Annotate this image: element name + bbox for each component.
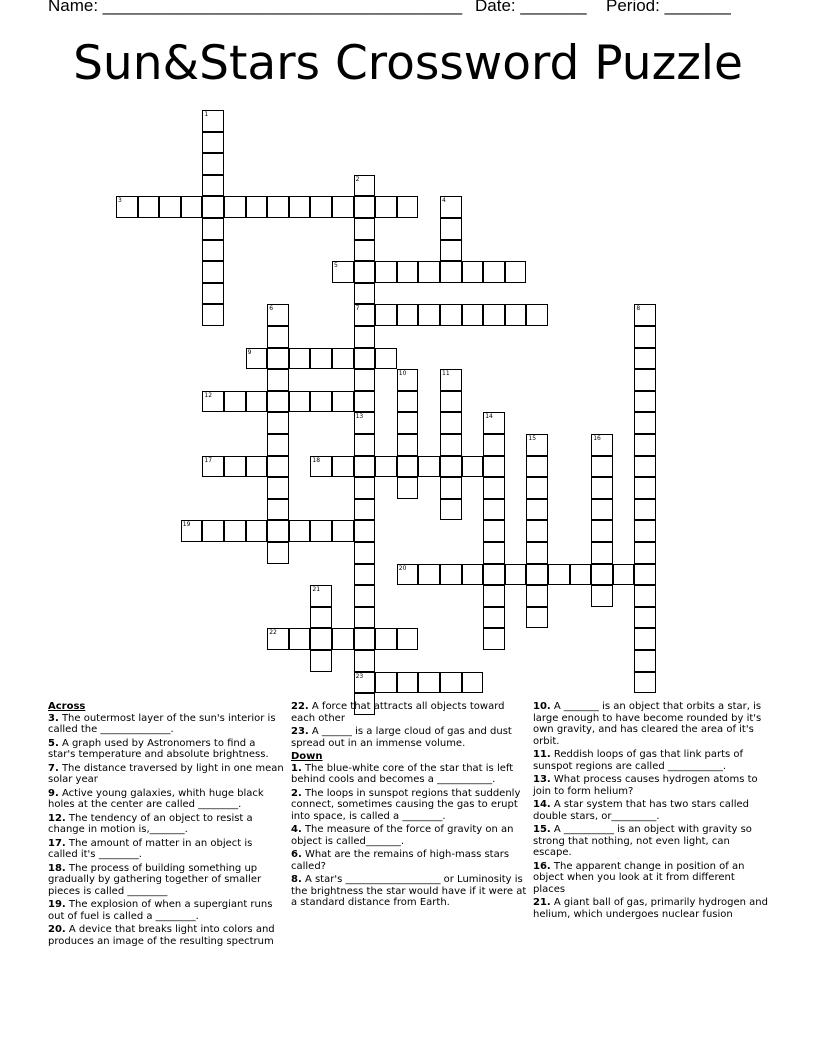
grid-cell[interactable] <box>634 326 656 348</box>
grid-cell[interactable] <box>310 348 332 370</box>
grid-cell[interactable] <box>202 520 224 542</box>
grid-cell[interactable] <box>138 196 160 218</box>
grid-cell[interactable] <box>440 456 462 478</box>
clue-item-text: A giant ball of gas, primarily hydrogen and helium, which undergoes nuclear fusion <box>533 897 768 920</box>
clue-item <box>48 713 284 736</box>
grid-cell[interactable] <box>354 175 376 197</box>
clue-number: 7 <box>355 305 360 313</box>
grid-cell[interactable] <box>397 434 419 456</box>
clue-item-text: A _______ is an object that orbits a star, is large enough to have become rounded by it's own gravity, and has cleared the area of it's orbit. <box>533 701 762 747</box>
grid-cell[interactable] <box>202 175 224 197</box>
grid-cell[interactable] <box>634 369 656 391</box>
grid-cell[interactable] <box>354 628 376 650</box>
clue-item-text: The apparent change in position of an object when you look at it from different places <box>533 860 745 895</box>
grid-cell[interactable] <box>354 391 376 413</box>
clue-section-heading: Down <box>291 751 323 762</box>
grid-cell[interactable] <box>267 196 289 218</box>
grid-cell[interactable] <box>483 261 505 283</box>
grid-cell[interactable] <box>116 196 138 218</box>
grid-cell[interactable] <box>354 218 376 240</box>
clue-item <box>48 863 284 898</box>
clue-item-number: 2. <box>291 787 302 799</box>
grid-cell[interactable] <box>289 196 311 218</box>
grid-cell[interactable] <box>526 499 548 521</box>
grid-cell[interactable] <box>289 348 311 370</box>
grid-cell[interactable] <box>332 348 354 370</box>
clue-number: 19 <box>182 521 191 529</box>
grid-cell[interactable] <box>634 477 656 499</box>
grid-cell[interactable] <box>289 391 311 413</box>
grid-cell[interactable] <box>202 132 224 154</box>
grid-cell[interactable] <box>375 456 397 478</box>
grid-cell[interactable] <box>375 628 397 650</box>
clue-item <box>291 874 527 909</box>
clue-item-number: 19. <box>48 899 66 910</box>
clue-item-number: 4. <box>291 824 302 835</box>
grid-cell[interactable] <box>267 628 289 650</box>
grid-cell[interactable] <box>354 196 376 218</box>
clue-item <box>48 763 284 786</box>
clue-number: 15 <box>528 435 537 442</box>
clue-item <box>48 838 284 861</box>
clue-item-text: The outermost layer of the sun's interior is called the ______________. <box>48 712 276 735</box>
clue-number: 5 <box>334 262 338 270</box>
grid-cell[interactable] <box>310 585 332 607</box>
grid-cell[interactable] <box>526 564 548 586</box>
grid-cell[interactable] <box>354 542 376 564</box>
grid-cell[interactable] <box>483 434 505 456</box>
grid-cell[interactable] <box>440 434 462 456</box>
grid-cell[interactable] <box>440 240 462 262</box>
clue-item-text: The distance traversed by light in one mean solar year <box>48 762 284 785</box>
grid-cell[interactable] <box>267 499 289 521</box>
grid-cell[interactable] <box>526 585 548 607</box>
clue-item-number: 5. <box>48 737 59 749</box>
grid-cell[interactable] <box>202 110 224 132</box>
clue-item <box>48 899 284 922</box>
grid-cell[interactable] <box>375 348 397 370</box>
grid-cell[interactable] <box>397 564 419 586</box>
grid-cell[interactable] <box>591 499 613 521</box>
grid-cell[interactable] <box>397 369 419 391</box>
grid-cell[interactable] <box>354 240 376 262</box>
clue-number: 21 <box>312 586 321 594</box>
grid-cell[interactable] <box>418 564 440 586</box>
grid-cell[interactable] <box>634 456 656 478</box>
grid-cell[interactable] <box>526 520 548 542</box>
clue-item-number: 9. <box>48 787 59 799</box>
grid-cell[interactable] <box>505 261 527 283</box>
grid-cell[interactable] <box>526 456 548 478</box>
grid-cell[interactable] <box>462 261 484 283</box>
clue-item-number: 14. <box>533 799 551 810</box>
grid-cell[interactable] <box>310 628 332 650</box>
grid-cell[interactable] <box>440 564 462 586</box>
clue-item-text: The process of building something up gradually by gathering together of smaller pieces is called ________ <box>48 862 262 897</box>
grid-cell[interactable] <box>246 391 268 413</box>
clue-item-text: What are the remains of high-mass stars called? <box>291 849 510 872</box>
grid-cell[interactable] <box>267 477 289 499</box>
clue-item <box>48 738 284 761</box>
grid-cell[interactable] <box>462 564 484 586</box>
clue-number: 3 <box>118 197 122 205</box>
clue-item <box>291 726 527 749</box>
clue-number: 10 <box>398 370 407 378</box>
grid-cell[interactable] <box>202 261 224 283</box>
grid-cell[interactable] <box>591 434 613 456</box>
clue-item-text: The blue-white core of the star that is left behind cools and becomes a ___________. <box>291 762 514 785</box>
grid-cell[interactable] <box>634 628 656 650</box>
grid-cell[interactable] <box>202 391 224 413</box>
grid-cell[interactable] <box>418 261 440 283</box>
clue-number: 8 <box>636 305 641 313</box>
clue-item-number: 16. <box>533 860 551 872</box>
grid-cell[interactable] <box>246 348 268 370</box>
grid-cell[interactable] <box>375 196 397 218</box>
grid-cell[interactable] <box>202 240 224 262</box>
clue-item-number: 11. <box>533 749 551 760</box>
grid-cell[interactable] <box>440 391 462 413</box>
clue-item <box>291 849 527 872</box>
clue-item-text: The amount of matter in an object is called it's ________. <box>48 837 253 860</box>
clue-item-text: A star's ___________________ or Luminosity is the brightness the star would have if it were at a standard distance from Earth. <box>291 874 527 908</box>
grid-cell[interactable] <box>159 196 181 218</box>
page-title: Sun&Stars Crossword Puzzle <box>73 36 743 91</box>
grid-cell[interactable] <box>634 520 656 542</box>
grid-cell[interactable] <box>483 628 505 650</box>
clue-item-text: A __________ is an object with gravity so strong that nothing, not even light, can escape. <box>533 824 752 858</box>
grid-cell[interactable] <box>397 477 419 499</box>
grid-cell[interactable] <box>483 542 505 564</box>
grid-cell[interactable] <box>310 650 332 672</box>
grid-cell[interactable] <box>526 477 548 499</box>
grid-cell[interactable] <box>505 304 527 326</box>
grid-cell[interactable] <box>591 456 613 478</box>
grid-cell[interactable] <box>375 304 397 326</box>
clue-number: 14 <box>485 413 493 421</box>
grid-cell[interactable] <box>397 391 419 413</box>
clue-item-number: 8. <box>291 874 302 885</box>
grid-cell[interactable] <box>354 477 376 499</box>
grid-cell[interactable] <box>310 196 332 218</box>
grid-cell[interactable] <box>267 326 289 348</box>
clue-number: 13 <box>355 413 364 421</box>
clues-column-1 <box>48 701 284 949</box>
grid-cell[interactable] <box>440 196 462 218</box>
grid-cell[interactable] <box>591 564 613 586</box>
grid-cell[interactable] <box>526 434 548 456</box>
clue-item-number: 23. <box>291 726 309 737</box>
grid-cell[interactable] <box>267 412 289 434</box>
grid-cell[interactable] <box>526 542 548 564</box>
grid-cell[interactable] <box>483 564 505 586</box>
clue-number: 4 <box>442 197 446 205</box>
clue-item-number: 7. <box>48 762 59 774</box>
grid-cell[interactable] <box>354 499 376 521</box>
clue-number: 18 <box>312 456 321 464</box>
grid-cell[interactable] <box>462 672 484 694</box>
grid-cell[interactable] <box>418 672 440 694</box>
grid-cell[interactable] <box>591 520 613 542</box>
grid-cell[interactable] <box>224 520 246 542</box>
clue-number: 12 <box>204 391 213 399</box>
clue-item-text: The tendency of an object to resist a change in motion is,_______. <box>48 812 253 835</box>
grid-cell[interactable] <box>570 564 592 586</box>
grid-cell[interactable] <box>397 628 419 650</box>
grid-cell[interactable] <box>440 369 462 391</box>
grid-cell[interactable] <box>440 672 462 694</box>
grid-cell[interactable] <box>246 520 268 542</box>
grid-cell[interactable] <box>332 261 354 283</box>
grid-cell[interactable] <box>354 369 376 391</box>
grid-cell[interactable] <box>418 304 440 326</box>
clue-number: 23 <box>355 672 364 680</box>
grid-cell[interactable] <box>634 412 656 434</box>
grid-cell[interactable] <box>483 607 505 629</box>
clue-item <box>48 813 284 836</box>
grid-cell[interactable] <box>202 304 224 326</box>
grid-cell[interactable] <box>591 542 613 564</box>
grid-cell[interactable] <box>354 564 376 586</box>
clue-item-number: 6. <box>291 849 302 860</box>
clue-item-number: 17. <box>48 837 66 849</box>
grid-cell[interactable] <box>310 520 332 542</box>
grid-cell[interactable] <box>397 261 419 283</box>
grid-cell[interactable] <box>418 456 440 478</box>
grid-cell[interactable] <box>483 412 505 434</box>
clue-item-text: A force that attracts all objects toward each other <box>291 701 505 724</box>
grid-cell[interactable] <box>462 456 484 478</box>
clue-number: 17 <box>204 456 213 464</box>
clue-number: 16 <box>593 435 601 442</box>
clue-number: 9 <box>247 348 252 356</box>
clue-item <box>533 774 769 797</box>
grid-cell[interactable] <box>332 628 354 650</box>
grid-cell[interactable] <box>634 672 656 694</box>
grid-cell[interactable] <box>246 196 268 218</box>
grid-cell[interactable] <box>397 412 419 434</box>
grid-cell[interactable] <box>289 628 311 650</box>
grid-cell[interactable] <box>634 348 656 370</box>
clue-item-text: A ______ is a large cloud of gas and dust spread out in an immense volume. <box>291 726 512 749</box>
clue-item-number: 20. <box>48 924 66 935</box>
grid-cell[interactable] <box>440 412 462 434</box>
clue-section-heading: Across <box>48 701 86 712</box>
grid-cell[interactable] <box>354 607 376 629</box>
grid-cell[interactable] <box>354 434 376 456</box>
grid-cell[interactable] <box>505 564 527 586</box>
clue-item <box>533 897 769 920</box>
clue-number: 2 <box>355 175 360 183</box>
clue-item-number: 18. <box>48 862 66 874</box>
clue-item-text: A graph used by Astronomers to find a star's temperature and absolute brightness. <box>48 737 269 760</box>
period-field[interactable]: Period: _______ <box>606 0 731 15</box>
clue-item-number: 21. <box>533 897 551 908</box>
grid-cell[interactable] <box>634 585 656 607</box>
grid-cell[interactable] <box>354 283 376 305</box>
clue-number: 1 <box>204 111 209 118</box>
grid-cell[interactable] <box>354 650 376 672</box>
grid-cell[interactable] <box>246 456 268 478</box>
clue-item-text: Active young galaxies, whith huge black holes at the center are called ________. <box>48 787 264 810</box>
grid-cell[interactable] <box>440 218 462 240</box>
grid-cell[interactable] <box>310 391 332 413</box>
grid-cell[interactable] <box>483 477 505 499</box>
clue-item <box>533 824 769 859</box>
grid-cell[interactable] <box>483 585 505 607</box>
clue-item-number: 15. <box>533 824 551 835</box>
grid-cell[interactable] <box>440 477 462 499</box>
grid-cell[interactable] <box>224 196 246 218</box>
clue-item-number: 1. <box>291 762 302 774</box>
grid-cell[interactable] <box>310 456 332 478</box>
clue-item <box>533 749 769 772</box>
grid-cell[interactable] <box>310 607 332 629</box>
clue-item-text: The explosion of when a supergiant runs out of fuel is called a ________. <box>48 899 273 922</box>
grid-cell[interactable] <box>483 520 505 542</box>
clue-number: 20 <box>398 564 407 572</box>
grid-cell[interactable] <box>181 520 203 542</box>
grid-cell[interactable] <box>548 564 570 586</box>
grid-cell[interactable] <box>440 304 462 326</box>
grid-cell[interactable] <box>224 391 246 413</box>
grid-cell[interactable] <box>354 304 376 326</box>
grid-cell[interactable] <box>462 304 484 326</box>
clue-item-number: 22. <box>291 701 309 712</box>
clue-item-number: 10. <box>533 701 551 712</box>
grid-cell[interactable] <box>634 304 656 326</box>
grid-cell[interactable] <box>267 456 289 478</box>
grid-cell[interactable] <box>397 672 419 694</box>
grid-cell[interactable] <box>181 196 203 218</box>
clue-item-text: A device that breaks light into colors and produces an image of the resulting spectrum <box>48 924 275 947</box>
grid-cell[interactable] <box>354 348 376 370</box>
grid-cell[interactable] <box>267 542 289 564</box>
grid-cell[interactable] <box>440 499 462 521</box>
clue-item <box>291 701 527 724</box>
clue-item <box>533 701 769 747</box>
grid-cell[interactable] <box>267 520 289 542</box>
grid-cell[interactable] <box>267 348 289 370</box>
clue-item <box>291 824 527 847</box>
grid-cell[interactable] <box>634 499 656 521</box>
grid-cell[interactable] <box>634 564 656 586</box>
clue-number: 22 <box>269 629 277 637</box>
grid-cell[interactable] <box>202 456 224 478</box>
grid-cell[interactable] <box>634 434 656 456</box>
grid-cell[interactable] <box>332 520 354 542</box>
date-field[interactable]: Date: _______ <box>475 0 587 15</box>
clue-item-text: Reddish loops of gas that link parts of sunspot regions are called ___________. <box>533 749 744 772</box>
grid-cell[interactable] <box>267 434 289 456</box>
grid-cell[interactable] <box>354 412 376 434</box>
grid-cell[interactable] <box>267 391 289 413</box>
grid-cell[interactable] <box>354 520 376 542</box>
grid-cell[interactable] <box>354 326 376 348</box>
name-field[interactable]: Name: ______________________________________ <box>48 0 463 15</box>
clue-item-text: The loops in sunspot regions that suddenly connect, sometimes causing the gas to erupt into space, is called a ________. <box>291 787 521 822</box>
clue-item-text: What process causes hydrogen atoms to join to form helium? <box>533 774 758 797</box>
clue-item-number: 3. <box>48 712 59 724</box>
clues-column-2 <box>291 701 527 911</box>
clue-item <box>48 924 284 947</box>
grid-cell[interactable] <box>354 456 376 478</box>
grid-cell[interactable] <box>634 391 656 413</box>
clue-item-text: The measure of the force of gravity on an object is called_______. <box>291 824 514 847</box>
grid-cell[interactable] <box>289 520 311 542</box>
grid-cell[interactable] <box>634 650 656 672</box>
grid-cell[interactable] <box>397 196 419 218</box>
grid-cell[interactable] <box>267 304 289 326</box>
grid-cell[interactable] <box>202 218 224 240</box>
clue-item-number: 13. <box>533 774 551 785</box>
grid-cell[interactable] <box>267 369 289 391</box>
grid-cell[interactable] <box>483 304 505 326</box>
grid-cell[interactable] <box>202 196 224 218</box>
clue-item <box>291 763 527 786</box>
clue-item <box>48 788 284 811</box>
clue-number: 6 <box>269 305 274 313</box>
grid-cell[interactable] <box>375 672 397 694</box>
grid-cell[interactable] <box>354 261 376 283</box>
clue-number: 11 <box>442 370 450 378</box>
grid-cell[interactable] <box>483 456 505 478</box>
grid-cell[interactable] <box>354 585 376 607</box>
clues-column-3 <box>533 701 769 922</box>
grid-cell[interactable] <box>526 304 548 326</box>
grid-cell[interactable] <box>202 283 224 305</box>
grid-cell[interactable] <box>332 456 354 478</box>
grid-cell[interactable] <box>526 607 548 629</box>
grid-cell[interactable] <box>397 456 419 478</box>
grid-cell[interactable] <box>332 391 354 413</box>
grid-cell[interactable] <box>332 196 354 218</box>
clue-item <box>291 788 527 823</box>
clue-item <box>533 799 769 822</box>
grid-cell[interactable] <box>591 477 613 499</box>
grid-cell[interactable] <box>440 261 462 283</box>
grid-cell[interactable] <box>634 542 656 564</box>
clue-item <box>533 861 769 896</box>
grid-cell[interactable] <box>224 456 246 478</box>
grid-cell[interactable] <box>397 304 419 326</box>
clue-item-number: 12. <box>48 812 66 824</box>
grid-cell[interactable] <box>375 261 397 283</box>
grid-cell[interactable] <box>613 564 635 586</box>
grid-cell[interactable] <box>354 672 376 694</box>
clue-item-text: A star system that has two stars called double stars, or_________. <box>533 799 749 822</box>
grid-cell[interactable] <box>591 585 613 607</box>
grid-cell[interactable] <box>202 153 224 175</box>
grid-cell[interactable] <box>634 607 656 629</box>
grid-cell[interactable] <box>483 499 505 521</box>
